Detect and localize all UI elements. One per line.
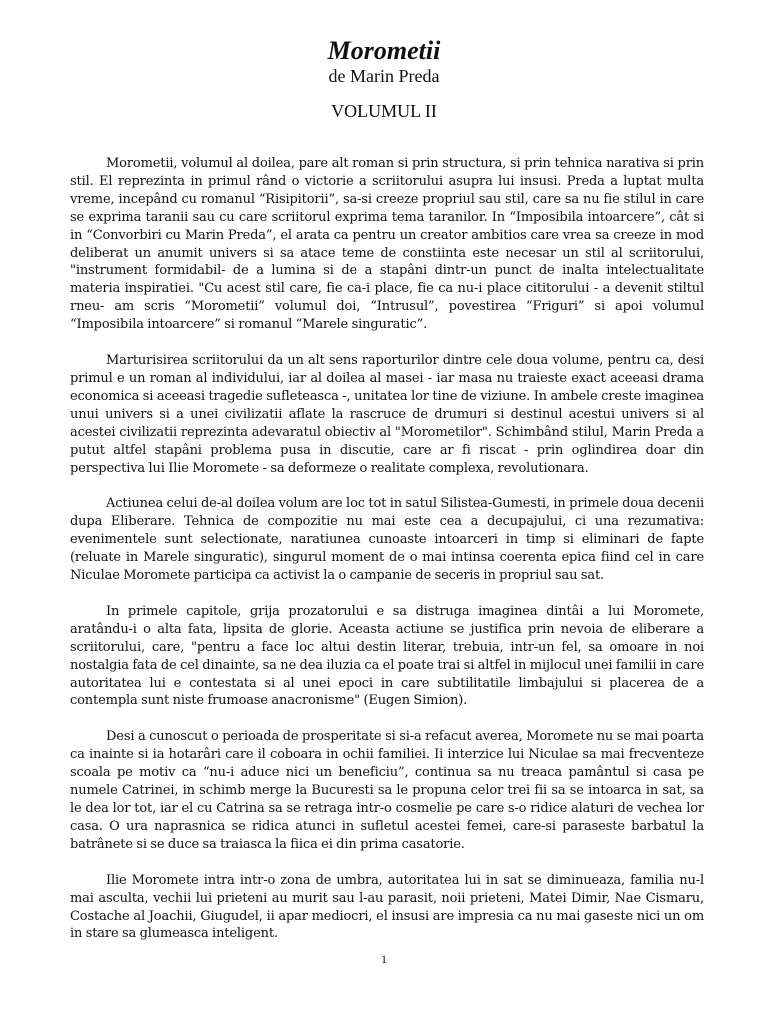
page-number: 1 — [381, 952, 387, 966]
paragraph: In primele capitole, grija prozatorului e sa distruga imaginea dintâi a lui Moromete, aratându-i o alta fata, lipsita de glorie. Aceasta actiune se justifica prin nevoia de eliberare a scriitorului, care, "pentru a face loc altui destin literar, trebuia, intr-un fel, sa omoare in noi nostalgia fata de cel dinainte, sa ne dea iluzia ca el poate trai si altfel in mijlocul unei familii in care autoritatea lui e contestata si al unei epoci in care subtilitatile limbajului si placerea de a contempla sunt niste frumoase anacronisme" (Eugen Simion). — [70, 603, 704, 709]
author-line: de Marin Preda — [328, 66, 440, 86]
paragraph: Desi a cunoscut o perioada de prosperitate si si-a refacut averea, Moromete nu se mai poarta ca inainte si ia hotarâri care il coboara in ochii familiei. Ii interzice lui Niculae sa mai frecventeze scoala pe motiv ca “nu-i aduce nici un beneficiu”, continua sa nu treaca pamântul si casa pe numele Catrinei, in schimb merge la Bucuresti sa le propuna celor trei fii sa se intoarca in sat, sa le dea lor tot, iar el cu Catrina sa se retraga intr-o cosmelie pe care s-o ridice alaturi de vechea lor casa. O ura naprasnica se ridica atunci in sufletul acestei femei, care-si paraseste barbatul la batrânete si se duce sa traiasca la fiica ei din prima casatorie. — [70, 729, 704, 852]
paragraph: Morometii, volumul al doilea, pare alt roman si prin structura, si prin tehnica narativa si prin stil. El reprezinta in primul rând o victorie a scriitorului asupra lui insusi. Preda a luptat multa vreme, incepând cu romanul “Risipitorii”, sa-si creeze propriul sau stil, care sa nu fie stilul in care se exprima taranii sau cu care scriitorul exprima tema taranilor. In “Imposibila intoarcere”, cât si in “Convorbiri cu Marin Preda”, el arata ca pentru un creator ambitios care vrea sa creeze in mod deliberat un anumit univers si sa atace teme de constiinta este necesar un stil al scriitorului, "instrument formidabil- de a lumina si de a stapâni dintr-un punct de inalta intelectualitate materia inspiratiei. "Cu acest stil care, fie ca-i place, fie ca nu-i place cititorului - a devenit stiltul rneu- am scris “Morometii” volumul doi, “Intrusul”, povestirea “Friguri” si apoi volumul “Imposibila intoarcere” si romanul “Marele singuratic”. — [70, 156, 704, 333]
volume-heading: VOLUMUL II — [331, 101, 437, 121]
paragraph: Ilie Moromete intra intr-o zona de umbra, autoritatea lui in sat se diminueaza, familia nu-l mai asculta, vechii lui prieteni au murit sau l-au parasit, noii prieteni, Matei Dimir, Nae Cismaru, Costache al Joachii, Giugudel, ii apar mediocri, el insusi are impresia ca nu mai gaseste nici un om in stare sa glumeasca inteligent. — [70, 872, 704, 942]
book-title: Morometii — [327, 36, 441, 65]
paragraph: Marturisirea scriitorului da un alt sens raporturilor dintre cele doua volume, pentru ca, desi primul e un roman al individului, iar al doilea al masei - iar masa nu traieste exact aceeasi drama economica si aceeasi tragedie sufleteasca -, unitatea lor tine de viziune. In ambele creste imaginea unui univers si a unei civilizatii aflate la rascruce de drumuri si destinul acestui univers si al acestei civilizatii reprezinta adevaratul obiectiv al "Morometilor". Schimbând stilul, Marin Preda a putut altfel stapâni problema pusa in discutie, care ar fi riscat - prin oglindirea doar din perspectiva lui Ilie Moromete - sa deformeze o realitate complexa, revolutionara. — [70, 353, 704, 476]
body-text — [70, 155, 704, 961]
paragraph: Actiunea celui de-al doilea volum are loc tot in satul Silistea-Gumesti, in primele doua decenii dupa Eliberare. Tehnica de compozitie nu mai este cea a decupajului, ci una rezumativa: evenimentele sunt selectionate, naratiunea cunoaste intoarceri in timp si eliminari de fapte (reluate in Marele singuratic), singurul moment de o mai intinsa coerenta epica fiind cel in care Niculae Moromete participa ca activist la o campanie de seceris in propriul sau sat. — [70, 496, 704, 584]
